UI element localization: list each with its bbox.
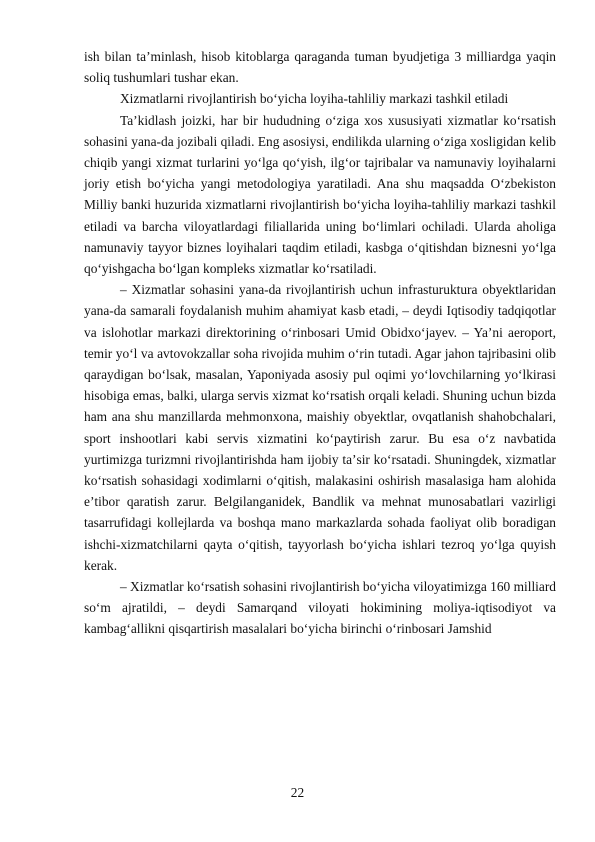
document-page [84,46,556,640]
paragraph-quote-2: – Xizmatlar koʻrsatish sohasini rivojlantirish boʻyicha viloyatimizga 160 milliard soʻm ajratildi, – deydi Samarqand viloyati hokimining moliya-iqtisodiyot va kambagʻallikni qisqartirish masalalari boʻyicha birinchi oʻrinbosari Jamshid [84,579,556,637]
paragraph-quote: – Xizmatlar sohasini yana-da rivojlantirish uchun infrasturuktura obyektlaridan yana-da samarali foydalanish muhim ahamiyat kasb etadi, – deydi Iqtisodiy tadqiqotlar va islohotlar markazi direktorining oʻrinbosari Umid Obidxoʻjayev. – Yaʼni aeroport, temir yoʻl va avtovokzallar soha rivojida muhim oʻrin tutadi. Agar jahon tajribasini olib qaraydigan boʻlsak, masalan, Yaponiyada asosiy pul oqimi yoʻlovchilarning yoʻlkirasi hisobiga emas, balki, ularga servis xizmat koʻrsatish orqali keladi. Shuning uchun bizda ham ana shu manzillarda mehmonxona, maishiy obyektlar, ovqatlanish shahobchalari, sport inshootlari kabi servis xizmatini koʻpaytirish zarur. Bu esa oʻz navbatida yurtimizga turizmni rivojlantirishda ham ijobiy taʼsir koʻrsatadi. Shuningdek, xizmatlar koʻrsatish sohasidagi xodimlarni oʻqitish, malakasini oshirish masalasiga ham alohida eʼtibor qaratish zarur. Belgilanganidek, Bandlik va mehnat munosabatlari vazirligi tasarrufidagi kollejlarda va boshqa mano markazlarda sohada faoliyat olib boradigan ishchi-xizmatchilarni qayta oʻqitish, tayyorlash boʻyicha ishlari tezroq yoʻlga quyish kerak. [84,282,556,573]
section-heading: Xizmatlarni rivojlantirish boʻyicha loyiha-tahliliy markazi tashkil etiladi [120,91,509,107]
page-number: 22 [290,785,305,800]
paragraph-body: Taʼkidlash joizki, har bir hududning oʻziga xos xususiyati xizmatlar koʻrsatish sohasini yana-da jozibali qiladi. Eng asosiysi, endilikda ularning oʻziga xosligidan kelib chiqib yangi xizmat turlarini yoʻlga qoʻyish, ilgʻor tajribalar va namunaviy loyihalarni joriy etish boʻyicha yangi metodologiya yaratiladi. Ana shu maqsadda Oʻzbekiston Milliy banki huzurida xizmatlarni rivojlantirish boʻyicha loyiha-tahliliy markazi tashkil etiladi va barcha viloyatlardagi filiallarida uning boʻlimlari ochiladi. Ularda aholiga namunaviy tayyor biznes loyihalari taqdim etiladi, kasbga oʻqitishdan biznesni yoʻlga qoʻyishgacha boʻlgan kompleks xizmatlar koʻrsatiladi. [84,112,556,277]
paragraph-continuation: ish bilan taʼminlash, hisob kitoblarga qaraganda tuman byudjetiga 3 milliardga yaqin soliq tushumlari tushar ekan. [84,49,556,86]
